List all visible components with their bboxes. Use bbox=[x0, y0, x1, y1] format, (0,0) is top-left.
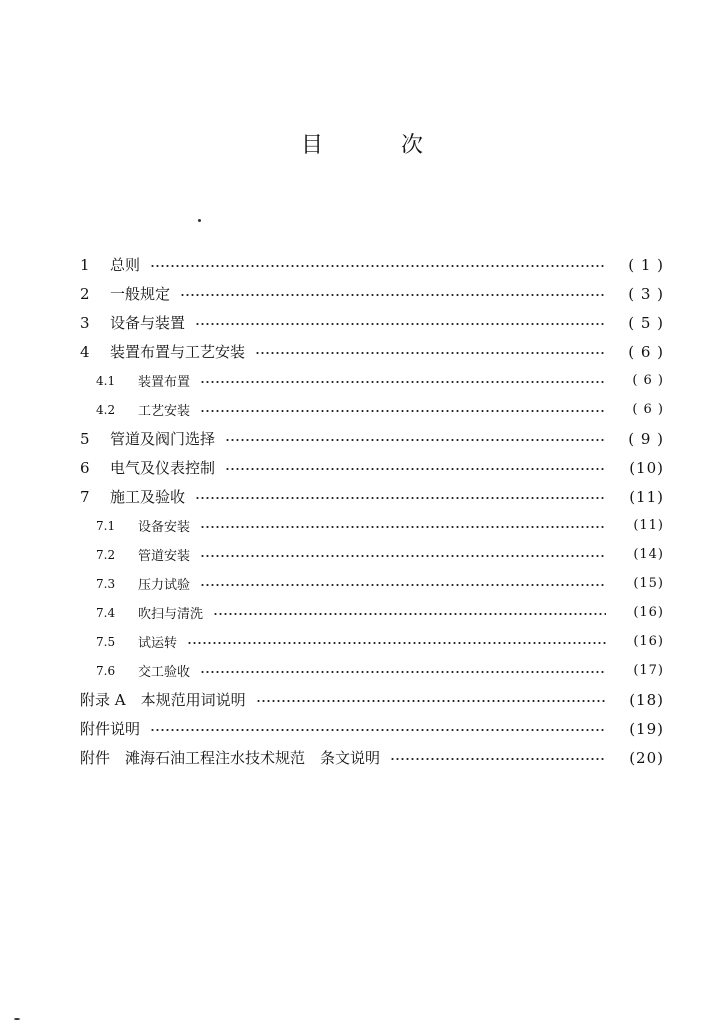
toc-label: 电气及仪表控制 bbox=[110, 459, 216, 477]
toc-leader bbox=[225, 462, 606, 476]
toc-label: 总则 bbox=[110, 256, 141, 274]
toc-leader bbox=[187, 636, 606, 650]
toc-page: (20) bbox=[629, 748, 664, 767]
toc-entry bbox=[80, 366, 664, 395]
toc-entry bbox=[80, 308, 664, 337]
toc-page: ( 5 ) bbox=[628, 313, 664, 332]
toc-entry bbox=[80, 511, 664, 540]
toc-number: 7.4 bbox=[96, 605, 116, 620]
toc-label: 附录 A 本规范用词说明 bbox=[80, 691, 246, 709]
toc-leader bbox=[225, 433, 606, 447]
toc-entry bbox=[80, 337, 664, 366]
toc-leader bbox=[390, 752, 606, 766]
toc-entry bbox=[80, 685, 664, 714]
toc-page: (15) bbox=[633, 576, 664, 591]
toc-number: 7.6 bbox=[96, 663, 116, 678]
toc-entry bbox=[80, 540, 664, 569]
toc-label: 施工及验收 bbox=[110, 488, 186, 506]
toc-number: 4.2 bbox=[96, 402, 116, 417]
toc-label: 装置布置 bbox=[138, 375, 191, 390]
toc-page: ( 1 ) bbox=[628, 255, 664, 274]
toc-label: 试运转 bbox=[138, 636, 178, 651]
toc-leader bbox=[150, 259, 606, 273]
toc-leader bbox=[200, 578, 606, 592]
toc-entry bbox=[80, 743, 664, 772]
toc-number: 7.1 bbox=[96, 518, 116, 533]
page-title bbox=[0, 128, 724, 159]
toc-label: 管道及阀门选择 bbox=[110, 430, 216, 448]
toc-page: (16) bbox=[633, 605, 664, 620]
toc-entry bbox=[80, 656, 664, 685]
toc-leader bbox=[200, 375, 606, 389]
toc-page: (11) bbox=[629, 487, 664, 506]
toc-entry bbox=[80, 627, 664, 656]
toc-page: (14) bbox=[633, 547, 664, 562]
toc-leader bbox=[200, 520, 606, 534]
toc-entry bbox=[80, 714, 664, 743]
toc-leader bbox=[255, 346, 606, 360]
toc-leader bbox=[195, 317, 606, 331]
table-of-contents bbox=[80, 250, 664, 772]
toc-label: 一般规定 bbox=[110, 285, 171, 303]
toc-leader bbox=[150, 723, 606, 737]
toc-page: (10) bbox=[629, 458, 664, 477]
toc-number: 7.2 bbox=[96, 547, 116, 562]
toc-page: ( 6 ) bbox=[628, 342, 664, 361]
toc-page: ( 6 ) bbox=[632, 373, 664, 388]
toc-number: 5 bbox=[80, 429, 90, 448]
toc-label: 附件说明 bbox=[80, 720, 141, 738]
toc-page: (19) bbox=[629, 719, 664, 738]
toc-label: 设备与装置 bbox=[110, 314, 186, 332]
toc-label: 吹扫与清洗 bbox=[138, 607, 204, 622]
scan-speck bbox=[198, 219, 201, 222]
toc-number: 3 bbox=[80, 313, 90, 332]
toc-entry bbox=[80, 395, 664, 424]
toc-label: 交工验收 bbox=[138, 665, 191, 680]
toc-page: (11) bbox=[633, 518, 664, 533]
toc-entry bbox=[80, 424, 664, 453]
toc-number: 4 bbox=[80, 342, 90, 361]
toc-number: 7.3 bbox=[96, 576, 116, 591]
toc-number: 2 bbox=[80, 284, 90, 303]
toc-leader bbox=[200, 665, 606, 679]
toc-page: ( 3 ) bbox=[628, 284, 664, 303]
toc-number: 1 bbox=[80, 255, 90, 274]
toc-leader bbox=[200, 549, 606, 563]
toc-leader bbox=[195, 491, 606, 505]
toc-label: 附件 滩海石油工程注水技术规范 条文说明 bbox=[80, 749, 381, 767]
toc-number: 6 bbox=[80, 458, 90, 477]
toc-label: 设备安装 bbox=[138, 520, 191, 535]
toc-page: ( 6 ) bbox=[632, 402, 664, 417]
scan-speck bbox=[14, 1018, 20, 1020]
toc-page: (18) bbox=[629, 690, 664, 709]
toc-leader bbox=[200, 404, 606, 418]
toc-page: (16) bbox=[633, 634, 664, 649]
toc-page: ( 9 ) bbox=[628, 429, 664, 448]
toc-number: 7 bbox=[80, 487, 90, 506]
toc-entry bbox=[80, 279, 664, 308]
toc-label: 工艺安装 bbox=[138, 404, 191, 419]
toc-label: 压力试验 bbox=[138, 578, 191, 593]
title-char-1: 目 bbox=[300, 133, 323, 158]
toc-number: 7.5 bbox=[96, 634, 116, 649]
toc-leader bbox=[213, 607, 606, 621]
toc-entry bbox=[80, 453, 664, 482]
toc-leader bbox=[180, 288, 606, 302]
toc-number: 4.1 bbox=[96, 373, 116, 388]
toc-entry bbox=[80, 569, 664, 598]
toc-entry bbox=[80, 482, 664, 511]
toc-page: (17) bbox=[633, 663, 664, 678]
toc-entry bbox=[80, 598, 664, 627]
toc-label: 管道安装 bbox=[138, 549, 191, 564]
title-char-2: 次 bbox=[401, 133, 424, 158]
toc-label: 装置布置与工艺安装 bbox=[110, 343, 246, 361]
toc-leader bbox=[256, 694, 606, 708]
toc-entry bbox=[80, 250, 664, 279]
